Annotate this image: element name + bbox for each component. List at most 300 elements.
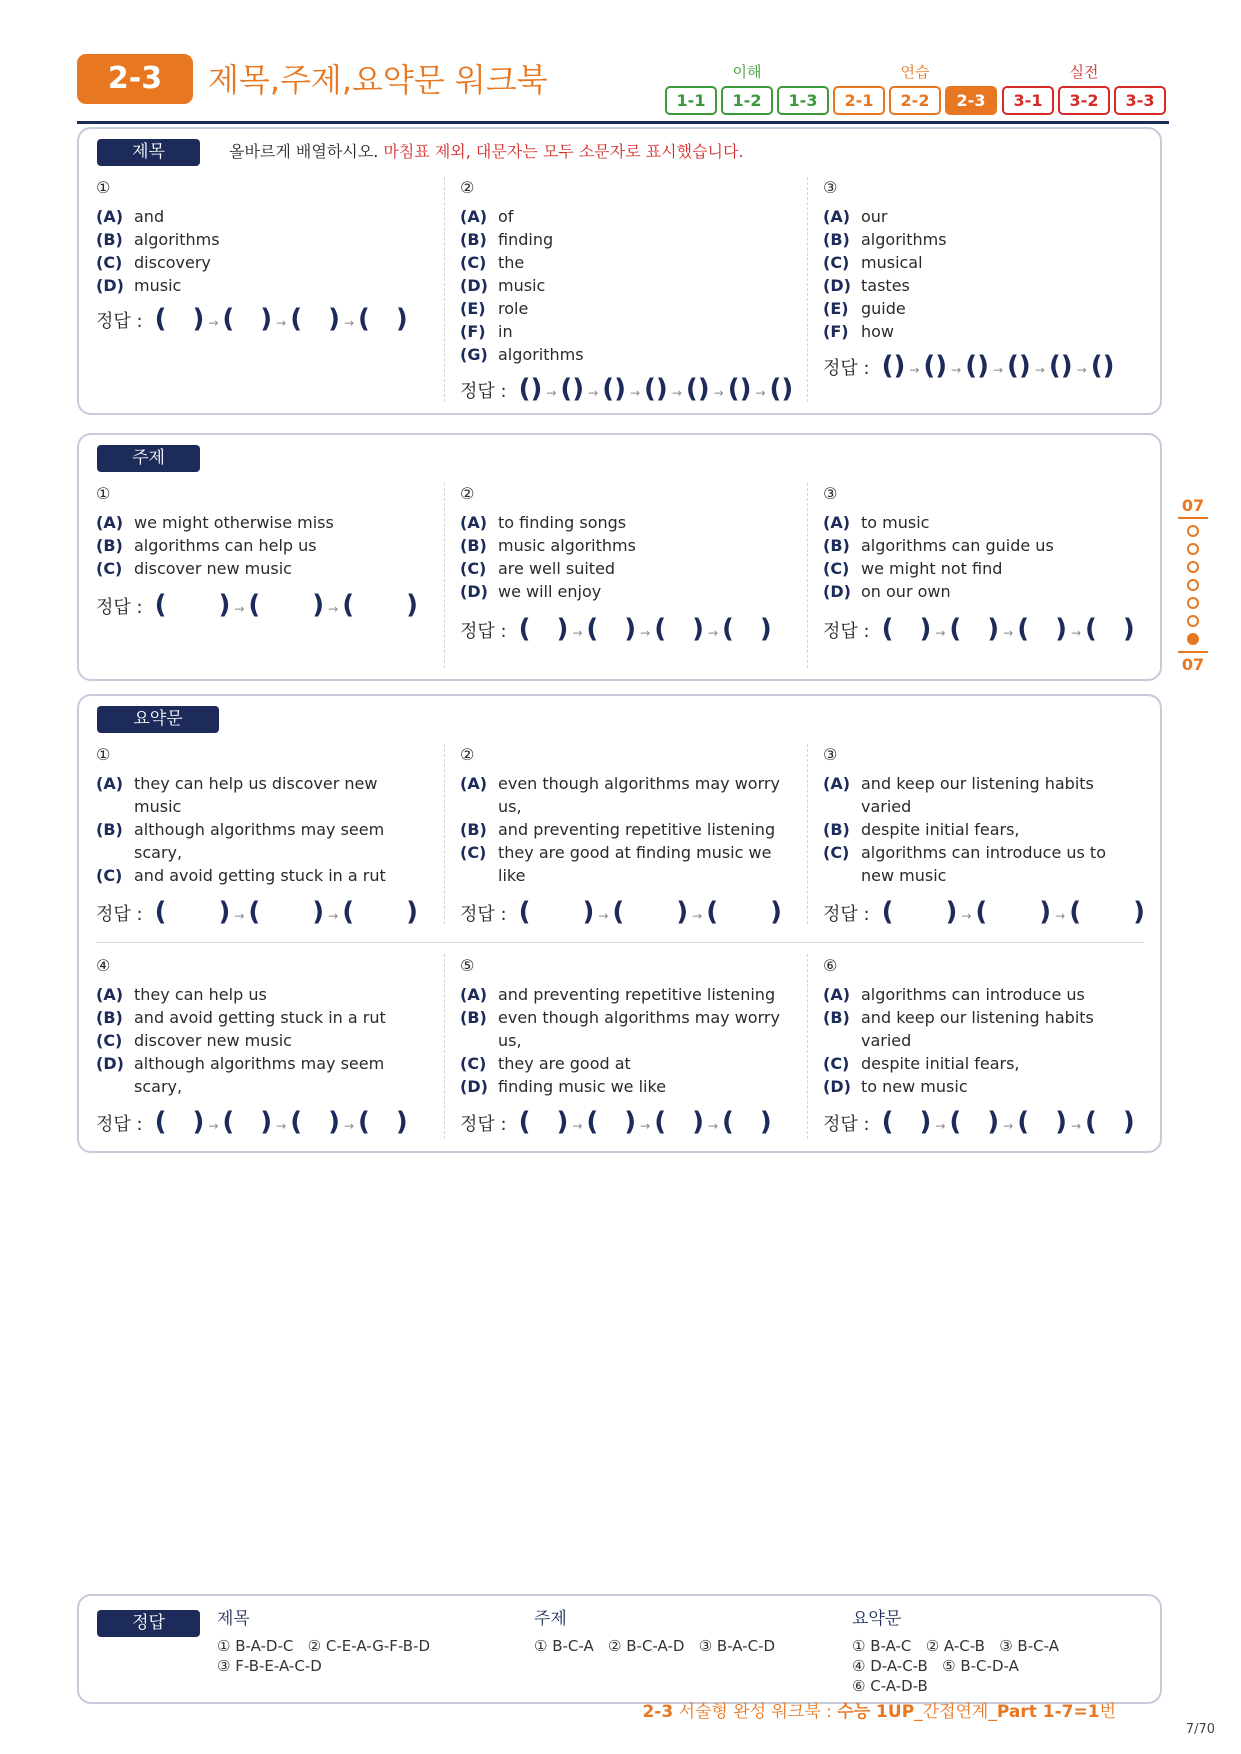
answer-blank[interactable]: () — [1007, 351, 1031, 381]
question-number: ② — [460, 484, 475, 503]
option-item — [96, 205, 426, 228]
option-letter: (A) — [823, 985, 851, 1004]
option-item — [460, 841, 785, 887]
arrow-icon: → — [208, 316, 219, 330]
level-tab-3-3[interactable]: 3-3 — [1114, 86, 1166, 115]
topic-section — [77, 433, 1162, 681]
option-text: to new music — [861, 1077, 968, 1096]
option-item — [96, 557, 426, 580]
option-item — [460, 297, 790, 320]
option-text: discover new music — [134, 559, 292, 578]
level-group-practice — [833, 62, 997, 115]
option-letter: (D) — [460, 1077, 488, 1096]
option-text: they are good at finding music we like — [498, 843, 772, 885]
option-item — [96, 251, 426, 274]
option-letter: (D) — [460, 276, 488, 295]
arrow-icon: → — [328, 602, 339, 616]
option-text: music algorithms — [498, 536, 636, 555]
option-text: discover new music — [134, 1031, 292, 1050]
option-letter: (C) — [96, 253, 123, 272]
arrow-icon: → — [692, 909, 703, 923]
column-divider — [444, 483, 446, 668]
option-letter: (D) — [460, 582, 488, 601]
option-text: algorithms — [498, 345, 584, 364]
option-item — [96, 864, 411, 887]
arrow-icon: → — [276, 1119, 287, 1133]
answer-blank[interactable]: ( ) — [358, 1107, 408, 1137]
level-label: 실전 — [1069, 63, 1099, 81]
summary-question-5 — [460, 955, 785, 1098]
option-text: and keep our listening habits varied — [861, 774, 1094, 816]
answer-row — [823, 614, 1135, 648]
header-divider — [77, 121, 1169, 124]
level-tab-3-2[interactable]: 3-2 — [1058, 86, 1110, 115]
option-text: in — [498, 322, 513, 341]
instruction-note: 마침표 제외, 대문자는 모두 소문자로 표시했습니다. — [383, 142, 744, 161]
question-number: ① — [96, 178, 111, 197]
answer-blank[interactable]: () — [1090, 351, 1115, 381]
answer-blank[interactable]: ( ) — [654, 1107, 704, 1137]
answer-blank[interactable]: ( ) — [518, 1107, 569, 1137]
option-item — [823, 274, 1153, 297]
column-divider — [807, 954, 809, 1139]
answer-key-heading: 요약문 — [852, 1609, 902, 1629]
answer-blank[interactable]: () — [769, 374, 794, 404]
option-letter: (A) — [823, 513, 851, 532]
progress-dot-active — [1187, 633, 1199, 645]
answer-blank[interactable]: ( ) — [722, 1107, 772, 1137]
footer-type: _간접연계_ — [914, 1702, 997, 1722]
answer-blank[interactable]: ( ) — [586, 614, 637, 644]
arrow-icon: → — [961, 909, 972, 923]
answer-blank[interactable]: ( ) — [342, 590, 418, 620]
option-letter: (C) — [460, 559, 487, 578]
option-letter: (B) — [823, 536, 850, 555]
arrow-icon: → — [909, 363, 920, 377]
option-text: guide — [861, 299, 906, 318]
answer-label: 정답 : — [823, 1114, 870, 1135]
level-group-real — [1002, 62, 1166, 115]
option-text: and keep our listening habits varied — [861, 1008, 1094, 1050]
option-item — [96, 534, 426, 557]
answer-label: 정답 : — [96, 311, 143, 332]
option-letter: (D) — [96, 276, 124, 295]
answer-label: 정답 : — [96, 904, 143, 925]
answer-blank[interactable]: () — [644, 374, 668, 404]
answer-blank[interactable]: ( ) — [518, 614, 569, 644]
summary-question-6 — [823, 955, 1123, 1098]
option-item — [460, 205, 790, 228]
option-text: and avoid getting stuck in a rut — [134, 1008, 386, 1027]
answer-key-tag: 정답 — [97, 1610, 200, 1637]
option-letter: (B) — [823, 1008, 850, 1027]
question-number: ② — [460, 745, 475, 764]
option-letter: (B) — [823, 230, 850, 249]
arrow-icon: → — [572, 626, 583, 640]
option-letter: (C) — [823, 1054, 850, 1073]
footer-part: Part 1-7=1 — [996, 1702, 1100, 1722]
option-letter: (D) — [823, 1077, 851, 1096]
answer-blank[interactable]: ( ) — [586, 1107, 637, 1137]
answer-blank[interactable]: ( ) — [1085, 1107, 1135, 1137]
answer-label: 정답 : — [823, 621, 870, 642]
option-text: to finding songs — [498, 513, 627, 532]
column-divider — [444, 177, 446, 402]
progress-dot — [1187, 615, 1199, 627]
option-letter: (D) — [96, 1054, 124, 1073]
option-text: algorithms — [861, 230, 947, 249]
option-letter: (C) — [96, 866, 123, 885]
option-item — [823, 534, 1153, 557]
option-text: music — [134, 276, 182, 295]
option-item — [96, 274, 426, 297]
answer-blank[interactable]: ( ) — [881, 1107, 932, 1137]
arrow-icon: → — [1003, 626, 1014, 640]
answer-blank[interactable]: () — [727, 374, 752, 404]
option-item — [96, 511, 426, 534]
arrow-icon: → — [598, 909, 609, 923]
arrow-icon: → — [707, 1119, 719, 1133]
level-group-understand — [665, 62, 829, 115]
answer-blank[interactable]: ( ) — [654, 614, 704, 644]
footer-suffix: 번 — [1099, 1702, 1116, 1722]
answer-blank[interactable]: ( ) — [1017, 614, 1067, 644]
option-letter: (E) — [460, 299, 486, 318]
option-item — [460, 228, 790, 251]
title-question-3 — [823, 177, 1153, 343]
answer-blank[interactable]: ( ) — [222, 304, 273, 334]
option-letter: (A) — [460, 513, 488, 532]
instruction — [229, 141, 744, 163]
option-item — [96, 772, 411, 818]
section-number-bottom: 07 — [1178, 651, 1208, 674]
option-text: and preventing repetitive listening — [498, 820, 776, 839]
answer-blank[interactable]: ( ) — [975, 897, 1052, 927]
answer-row — [460, 897, 782, 931]
column-divider — [444, 954, 446, 1139]
option-text: they can help us — [134, 985, 267, 1004]
progress-dot — [1187, 597, 1199, 609]
question-number: ⑥ — [823, 956, 838, 975]
option-letter: (A) — [823, 774, 851, 793]
answer-blank[interactable]: ( ) — [154, 1107, 205, 1137]
option-letter: (C) — [823, 843, 850, 862]
answer-row — [96, 590, 418, 624]
option-item — [96, 1006, 411, 1029]
answer-key-topic — [534, 1608, 834, 1656]
level-tab-1-2[interactable]: 1-2 — [721, 86, 773, 115]
arrow-icon: → — [671, 386, 682, 400]
option-letter: (G) — [460, 345, 488, 364]
option-letter: (C) — [460, 843, 487, 862]
answer-blank[interactable]: ( ) — [290, 304, 340, 334]
option-item — [823, 983, 1123, 1006]
answer-key — [77, 1594, 1162, 1704]
option-text: we might not find — [861, 559, 1003, 578]
option-text: although algorithms may seem scary, — [134, 1054, 385, 1096]
option-item — [460, 1006, 785, 1052]
option-item — [460, 557, 790, 580]
option-text: are well suited — [498, 559, 616, 578]
arrow-icon: → — [572, 1119, 583, 1133]
option-letter: (B) — [460, 1008, 487, 1027]
option-item — [460, 343, 790, 366]
option-letter: (B) — [96, 536, 123, 555]
option-letter: (A) — [96, 513, 124, 532]
answer-row — [96, 304, 408, 338]
footer-series: 수능 1UP — [837, 1702, 915, 1722]
option-text: they are good at — [498, 1054, 631, 1073]
summary-question-3 — [823, 744, 1123, 887]
answer-blank[interactable]: ( ) — [706, 897, 782, 927]
answer-blank[interactable]: ( ) — [248, 590, 325, 620]
progress-dot — [1187, 579, 1199, 591]
arrow-icon: → — [1003, 1119, 1014, 1133]
progress-dot — [1187, 561, 1199, 573]
answer-blank[interactable]: ( ) — [248, 897, 325, 927]
answer-key-title — [217, 1608, 517, 1676]
answer-blank[interactable]: ( ) — [358, 304, 408, 334]
row-divider — [96, 942, 1144, 943]
answer-blank[interactable]: ( ) — [342, 897, 418, 927]
option-item — [823, 580, 1153, 603]
option-text: how — [861, 322, 895, 341]
answer-label: 정답 : — [823, 358, 870, 379]
level-tab-1-3[interactable]: 1-3 — [777, 86, 829, 115]
option-text: finding — [498, 230, 554, 249]
answer-key-heading: 주제 — [534, 1609, 567, 1629]
column-divider — [807, 744, 809, 924]
answer-blank[interactable]: ( ) — [518, 897, 595, 927]
answer-blank[interactable]: () — [881, 351, 906, 381]
summary-question-2 — [460, 744, 785, 887]
answer-blank[interactable]: ( ) — [881, 614, 932, 644]
option-item — [460, 1075, 785, 1098]
section-tag-summary: 요약문 — [97, 706, 219, 733]
option-letter: (B) — [96, 820, 123, 839]
option-text: despite initial fears, — [861, 820, 1020, 839]
option-letter: (B) — [460, 820, 487, 839]
answer-blank[interactable]: () — [560, 374, 585, 404]
answer-blank[interactable]: ( ) — [154, 590, 231, 620]
option-letter: (A) — [96, 985, 124, 1004]
answer-blank[interactable]: ( ) — [1017, 1107, 1067, 1137]
column-divider — [444, 744, 446, 924]
arrow-icon: → — [640, 626, 651, 640]
option-item — [823, 841, 1123, 887]
level-label: 이해 — [732, 63, 762, 81]
option-item — [96, 228, 426, 251]
answer-label: 정답 : — [460, 621, 507, 642]
answer-key-line: ⑥ C-A-D-B — [852, 1677, 928, 1695]
option-item — [823, 228, 1153, 251]
option-item — [460, 772, 785, 818]
option-letter: (A) — [460, 207, 488, 226]
option-item — [823, 251, 1153, 274]
option-item — [96, 983, 411, 1006]
arrow-icon: → — [755, 386, 766, 400]
title-section — [77, 127, 1162, 415]
option-letter: (C) — [460, 1054, 487, 1073]
option-item — [460, 534, 790, 557]
section-tag-title: 제목 — [97, 139, 200, 166]
option-letter: (B) — [823, 820, 850, 839]
option-letter: (C) — [96, 1031, 123, 1050]
option-letter: (C) — [823, 253, 850, 272]
arrow-icon: → — [1034, 363, 1045, 377]
page-title: 제목,주제,요약문 워크북 — [208, 61, 548, 99]
answer-key-summary — [852, 1608, 1152, 1696]
answer-label: 정답 : — [823, 904, 870, 925]
option-text: and — [134, 207, 165, 226]
option-text: tastes — [861, 276, 910, 295]
arrow-icon: → — [951, 363, 962, 377]
answer-blank[interactable]: ( ) — [1069, 897, 1145, 927]
level-tab-2-3[interactable]: 2-3 — [945, 86, 997, 115]
arrow-icon: → — [1070, 1119, 1082, 1133]
option-item — [823, 511, 1153, 534]
option-letter: (B) — [96, 230, 123, 249]
answer-blank[interactable]: () — [602, 374, 626, 404]
option-letter: (A) — [460, 985, 488, 1004]
option-text: and preventing repetitive listening — [498, 985, 776, 1004]
progress-dot — [1187, 525, 1199, 537]
question-number: ③ — [823, 745, 838, 764]
arrow-icon: → — [640, 1119, 651, 1133]
arrow-icon: → — [546, 386, 557, 400]
option-item — [823, 1006, 1123, 1052]
answer-row — [460, 374, 793, 408]
option-item — [823, 1052, 1123, 1075]
answer-row — [823, 897, 1145, 931]
answer-blank[interactable]: ( ) — [154, 897, 231, 927]
arrow-icon: → — [1055, 909, 1066, 923]
arrow-icon: → — [208, 1119, 219, 1133]
answer-label: 정답 : — [460, 904, 507, 925]
option-text: algorithms can help us — [134, 536, 317, 555]
option-item — [823, 297, 1153, 320]
option-text: on our own — [861, 582, 951, 601]
answer-blank[interactable]: ( ) — [612, 897, 689, 927]
option-text: music — [498, 276, 546, 295]
answer-blank[interactable]: () — [923, 351, 948, 381]
option-item — [823, 205, 1153, 228]
question-number: ① — [96, 484, 111, 503]
level-tab-1-1[interactable]: 1-1 — [665, 86, 717, 115]
option-text: algorithms can introduce us to new music — [861, 843, 1106, 885]
footer-text — [642, 1697, 1116, 1722]
summary-question-4 — [96, 955, 411, 1098]
arrow-icon: → — [713, 386, 724, 400]
level-label: 연습 — [900, 63, 930, 81]
summary-question-1 — [96, 744, 411, 887]
answer-row — [460, 1107, 772, 1141]
option-item — [460, 983, 785, 1006]
answer-blank[interactable]: () — [965, 351, 989, 381]
answer-row — [823, 351, 1114, 385]
answer-blank[interactable]: ( ) — [949, 614, 1000, 644]
answer-row — [460, 614, 772, 648]
arrow-icon: → — [234, 602, 245, 616]
arrow-icon: → — [935, 626, 946, 640]
answer-blank[interactable]: ( ) — [949, 1107, 1000, 1137]
option-text: finding music we like — [498, 1077, 667, 1096]
answer-blank[interactable]: () — [685, 374, 710, 404]
answer-blank[interactable]: ( ) — [881, 897, 958, 927]
option-letter: (B) — [460, 230, 487, 249]
option-item — [96, 818, 411, 864]
option-letter: (C) — [96, 559, 123, 578]
topic-question-3 — [823, 483, 1153, 603]
arrow-icon: → — [992, 363, 1004, 377]
title-question-2 — [460, 177, 790, 366]
option-item — [823, 557, 1153, 580]
option-text: although algorithms may seem scary, — [134, 820, 385, 862]
option-text: discovery — [134, 253, 211, 272]
arrow-icon: → — [707, 626, 719, 640]
option-text: role — [498, 299, 529, 318]
question-number: ① — [96, 745, 111, 764]
answer-blank[interactable]: ( ) — [290, 1107, 340, 1137]
level-tab-3-1[interactable]: 3-1 — [1002, 86, 1054, 115]
option-letter: (F) — [460, 322, 486, 341]
page-number: 7/70 — [1185, 1722, 1215, 1737]
option-letter: (A) — [96, 774, 124, 793]
answer-key-line: ① B-A-C ② A-C-B ③ B-C-A — [852, 1637, 1059, 1655]
question-number: ③ — [823, 484, 838, 503]
option-letter: (A) — [96, 207, 124, 226]
option-letter: (A) — [460, 774, 488, 793]
option-item — [460, 320, 790, 343]
answer-blank[interactable]: ( ) — [154, 304, 205, 334]
answer-row — [96, 897, 418, 931]
answer-blank[interactable]: () — [518, 374, 543, 404]
unit-badge: 2-3 — [77, 54, 193, 104]
option-text: we might otherwise miss — [134, 513, 334, 532]
arrow-icon: → — [935, 1119, 946, 1133]
option-item — [460, 274, 790, 297]
instruction-text: 올바르게 배열하시오. — [229, 142, 379, 161]
question-number: ④ — [96, 956, 111, 975]
option-text: to music — [861, 513, 930, 532]
answer-blank[interactable]: ( ) — [722, 614, 772, 644]
option-text: the — [498, 253, 525, 272]
option-letter: (D) — [823, 276, 851, 295]
answer-blank[interactable]: () — [1048, 351, 1073, 381]
option-item — [823, 818, 1123, 841]
answer-label: 정답 : — [460, 381, 507, 402]
answer-key-line: ① B-A-D-C ② C-E-A-G-F-B-D — [217, 1637, 431, 1655]
arrow-icon: → — [1076, 363, 1087, 377]
answer-label: 정답 : — [96, 1114, 143, 1135]
option-text: they can help us discover new music — [134, 774, 378, 816]
option-text: and avoid getting stuck in a rut — [134, 866, 386, 885]
option-item — [460, 580, 790, 603]
page-indicator — [1178, 496, 1208, 674]
option-letter: (A) — [823, 207, 851, 226]
level-tab-2-2[interactable]: 2-2 — [889, 86, 941, 115]
option-text: algorithms can guide us — [861, 536, 1054, 555]
answer-blank[interactable]: ( ) — [1085, 614, 1135, 644]
arrow-icon: → — [588, 386, 599, 400]
option-text: of — [498, 207, 514, 226]
question-number: ③ — [823, 178, 838, 197]
arrow-icon: → — [328, 909, 339, 923]
level-tab-2-1[interactable]: 2-1 — [833, 86, 885, 115]
answer-key-heading: 제목 — [217, 1609, 250, 1629]
question-number: ⑤ — [460, 956, 475, 975]
answer-blank[interactable]: ( ) — [222, 1107, 273, 1137]
